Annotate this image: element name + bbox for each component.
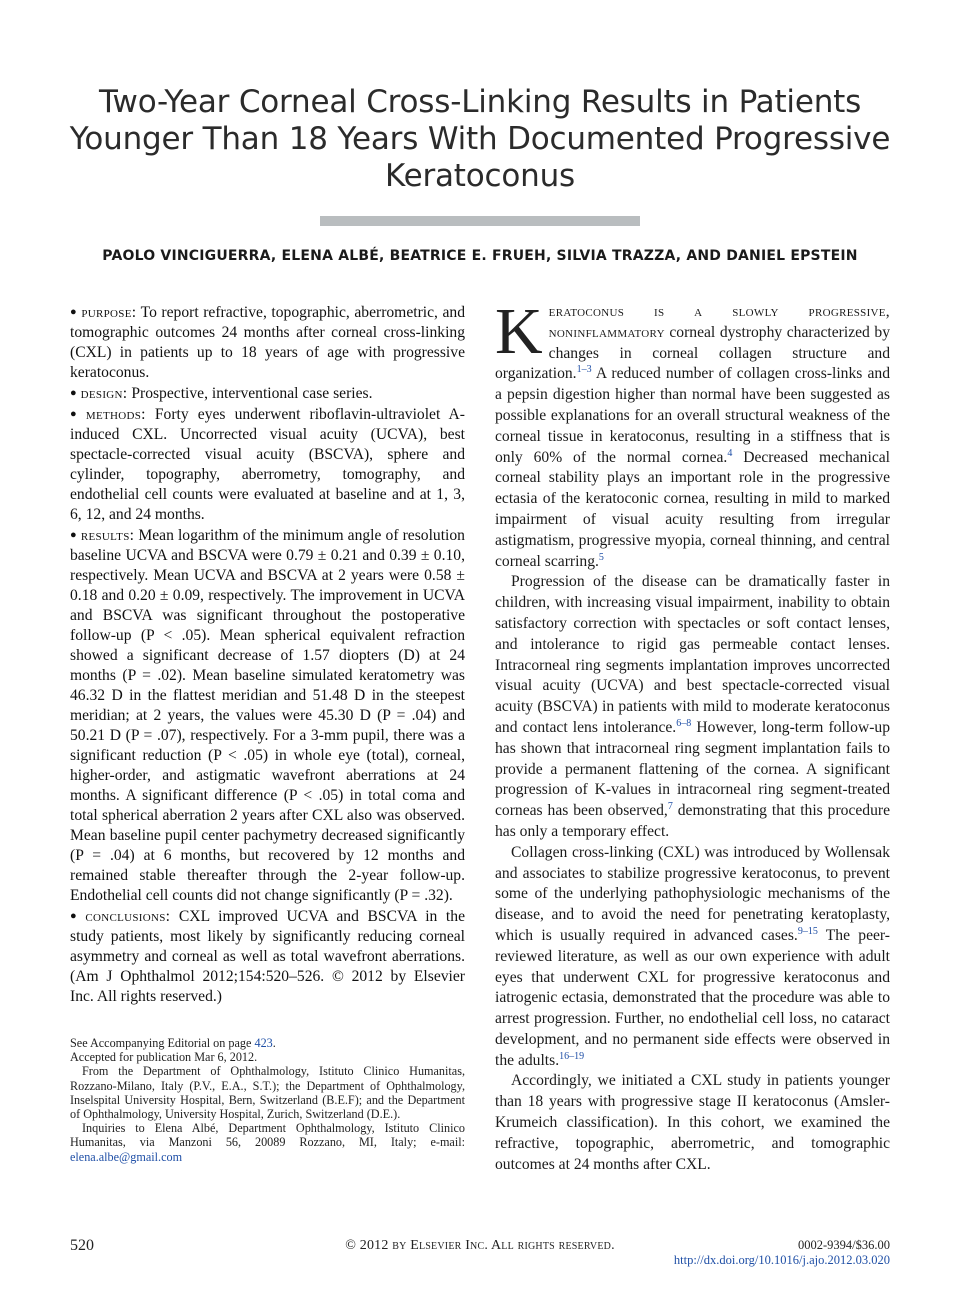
section-label: purpose: — [81, 304, 137, 321]
abstract-conclusions — [70, 906, 465, 1007]
reference-link[interactable]: 4 — [727, 447, 733, 459]
body-span: However, long-term follow-up has shown that intracorneal ring segment implantation fails to provide a permanent flattening of the cornea. A significant progression of K-values in intracorneal ring segment-treated corneas has been observed, — [495, 718, 890, 820]
title-line: Younger Than 18 Years With Documented Progressive — [69, 121, 891, 157]
body-span: Decreased mechanical corneal stability plays an important role in the progressive ectasia of the keratoconic cornea, resulting in mild to marked impairment of visual acuity resulting from irregular astigmatism, progressive myopia, corneal thinning, and central corneal scarring. — [495, 448, 890, 570]
body-span: A reduced number of collagen cross-links and a pepsin digestion higher than normal have been suggested as possible explanations for an overall structural weakness of the corneal tissue in keratoconus, resulting in a stiffness that is only 60% of the normal cornea. — [495, 365, 890, 466]
abstract-methods — [70, 404, 465, 525]
title-line: Keratoconus — [385, 158, 575, 194]
email-link[interactable]: elena.albe@gmail.com — [70, 1149, 183, 1164]
section-label: results: — [80, 527, 135, 544]
accepted-date: Accepted for publication Mar 6, 2012. — [70, 1050, 258, 1065]
body-span: Progression of the disease can be dramatically faster in children, with increasing visual impairment, inability to obtain satisfactory correction with spectacles or soft contact lenses, and intolerance to rigid gas permeable contact lenses. Intracorneal ring segments implantation improves uncorrected visual acuity (UCVA) and best spectacle-corrected visual acuity (BSCVA) in patients with mild to moderate keratoconus and contact lens intolerance. — [495, 573, 890, 736]
reference-link[interactable]: 1–3 — [576, 364, 592, 376]
section-text: Prospective, interventional case series. — [131, 385, 373, 402]
doi-link[interactable]: http://dx.doi.org/10.1016/j.ajo.2012.03.020 — [673, 1253, 890, 1267]
paragraph — [495, 843, 890, 1072]
reference-link[interactable]: 9–15 — [797, 925, 818, 937]
bullet-icon: ● — [70, 306, 78, 318]
title-divider — [320, 216, 640, 226]
bullet-icon: ● — [70, 529, 77, 541]
section-text: Mean logarithm of the minimum angle of resolution baseline UCVA and BSCVA were 0.79 ± 0.21 and 0.39 ± 0.10, respectively. Mean UCVA and BSCVA at 2 years were 0.58 ± 0.18 and 0.20 ± 0.09, respectively. The improvement in UCVA and BSCVA was significant throughout the postoperative follow-up (P < .05). Mean spherical equivalent refraction showed a significant decrease of 1.57 diopters (D) at 24 months (P = .02). Mean baseline simulated keratometry was 46.32 D in the flattest meridian and 51.48 D in the steepest meridian; at 2 years, the values were 45.30 D (P = .04) and 50.21 D (P = .07), respectively. For a 3-mm pupil, there was a significant reduction (P < .05) in whole eye (total), corneal, higher-order, and astigmatic wavefront aberrations at 24 months. A significant difference (P < .05) in total coma and total spherical aberration 2 years after CXL also was observed. Mean baseline pupil center pachymetry decreased significantly (P = .04) at 6 months, but recovered by 12 months and remained stable thereafter through the 2-year follow-up. Endothelial cell counts did not change significantly (P = .32). — [70, 527, 465, 904]
footnotes — [70, 1036, 465, 1164]
affiliations: From the Department of Ophthalmology, Istituto Clinico Humanitas, Rozzano-Milano, Italy (P.V., E.A., S.T.); the Department of Ophthalmology, Inselspital University Hospital, Bern, Switzerland (B.E.F); and the Department of Ophthalmology, University Hospital, Zurich, Switzerland (D.E.). — [70, 1064, 465, 1122]
editorial-note — [70, 1036, 465, 1050]
abstract-design — [70, 383, 465, 404]
paragraph: Accordingly, we initiated a CXL study in patients younger than 18 years with progressive stage II keratoconus (Amsler-Krumeich classification). In this cohort, we examined the refractive, topographic, aberrometric, and tomographic outcomes at 24 months after CXL. — [495, 1072, 890, 1173]
reference-link[interactable]: 6–8 — [676, 717, 692, 729]
section-label: design: — [80, 385, 128, 402]
editorial-text: See Accompanying Editorial on page — [70, 1036, 255, 1050]
article-title — [60, 84, 900, 195]
page-number: 520 — [70, 1237, 94, 1254]
paragraph — [495, 295, 890, 572]
editorial-page-link[interactable]: 423 — [254, 1036, 273, 1050]
bullet-icon: ● — [70, 387, 77, 399]
lead-in: eratoconus is a slowly progressive, noninflammatory — [548, 303, 890, 341]
abstract — [70, 302, 465, 1007]
journal-citation: (Am J Ophthalmol 2012;154:520–526. © 2012 by Elsevier Inc. All rights reserved.) — [70, 968, 465, 1005]
body-span: Collagen cross-linking (CXL) was introduced by Wollensak and associates to stabilize progressive keratoconus, to prevent some of the underlying pathophysiologic mechanisms of the disease, and to avoid the need for penetrating keratoplasty, which is usually required in advanced cases. — [495, 843, 890, 944]
section-text: To report refractive, topographic, aberrometric, and tomographic outcomes 24 months after corneal cross-linking (CXL) in patients up to 18 years of age with progressive keratoconus. — [70, 304, 465, 381]
correspondence — [70, 1121, 465, 1164]
body-text — [495, 295, 891, 1175]
reference-link[interactable]: 16–19 — [559, 1050, 585, 1062]
abstract-purpose — [70, 302, 465, 383]
bullet-icon: ● — [70, 408, 82, 420]
issn-price: 0002-9394/$36.00 — [797, 1238, 890, 1252]
body-span: corneal dystrophy characterized by changes in corneal collagen structure and organization. — [495, 323, 890, 383]
section-text: CXL improved UCVA and BSCVA in the study patients, most likely by significantly reducing corneal asymmetry and corneal as well as total wavefront aberrations. — [70, 908, 465, 965]
editorial-suffix: . — [272, 1036, 276, 1050]
author-list: PAOLO VINCIGUERRA, ELENA ALBÉ, BEATRICE E. FRUEH, SILVIA TRAZZA, AND DANIEL EPSTEIN — [102, 248, 858, 264]
title-line: Two-Year Corneal Cross-Linking Results in Patients — [98, 84, 862, 120]
section-label: conclusions: — [85, 908, 171, 925]
body-span: The peer-reviewed literature, as well as our own experience with adult eyes that underwent CXL for progressive keratoconus and iatrogenic ectasia, demonstrated that the procedure was able to arrest progression. Further, no endothelial cell loss, no cataract development, and no permanent side effects were observed in the adults. — [495, 926, 890, 1069]
inquiries-text: Inquiries to Elena Albé, Department Ophthalmology, Istituto Clinico Humanitas, via Manzoni 56, 20089 Rozzano, MI, Italy; e-mail: — [70, 1121, 465, 1150]
reference-link[interactable]: 5 — [598, 551, 604, 563]
paragraph — [495, 572, 890, 842]
abstract-results — [70, 525, 465, 906]
body-span: demonstrating that this procedure has only a temporary effect. — [495, 802, 891, 840]
section-label: methods: — [85, 406, 146, 423]
section-text: Forty eyes underwent riboflavin-ultraviolet A-induced CXL. Uncorrected visual acuity (UCVA), best spectacle-corrected visual acuity (BSCVA), sphere and cylinder, topography, aberrometry, tomography, and endothelial cell counts were evaluated at baseline and at 1, 3, 6, 12, and 24 months. — [70, 406, 465, 523]
reference-link[interactable]: 7 — [667, 801, 673, 813]
drop-cap: K — [495, 295, 543, 368]
bullet-icon: ● — [70, 910, 82, 922]
copyright: © 2012 by Elsevier Inc. All rights reserved. — [345, 1238, 615, 1253]
